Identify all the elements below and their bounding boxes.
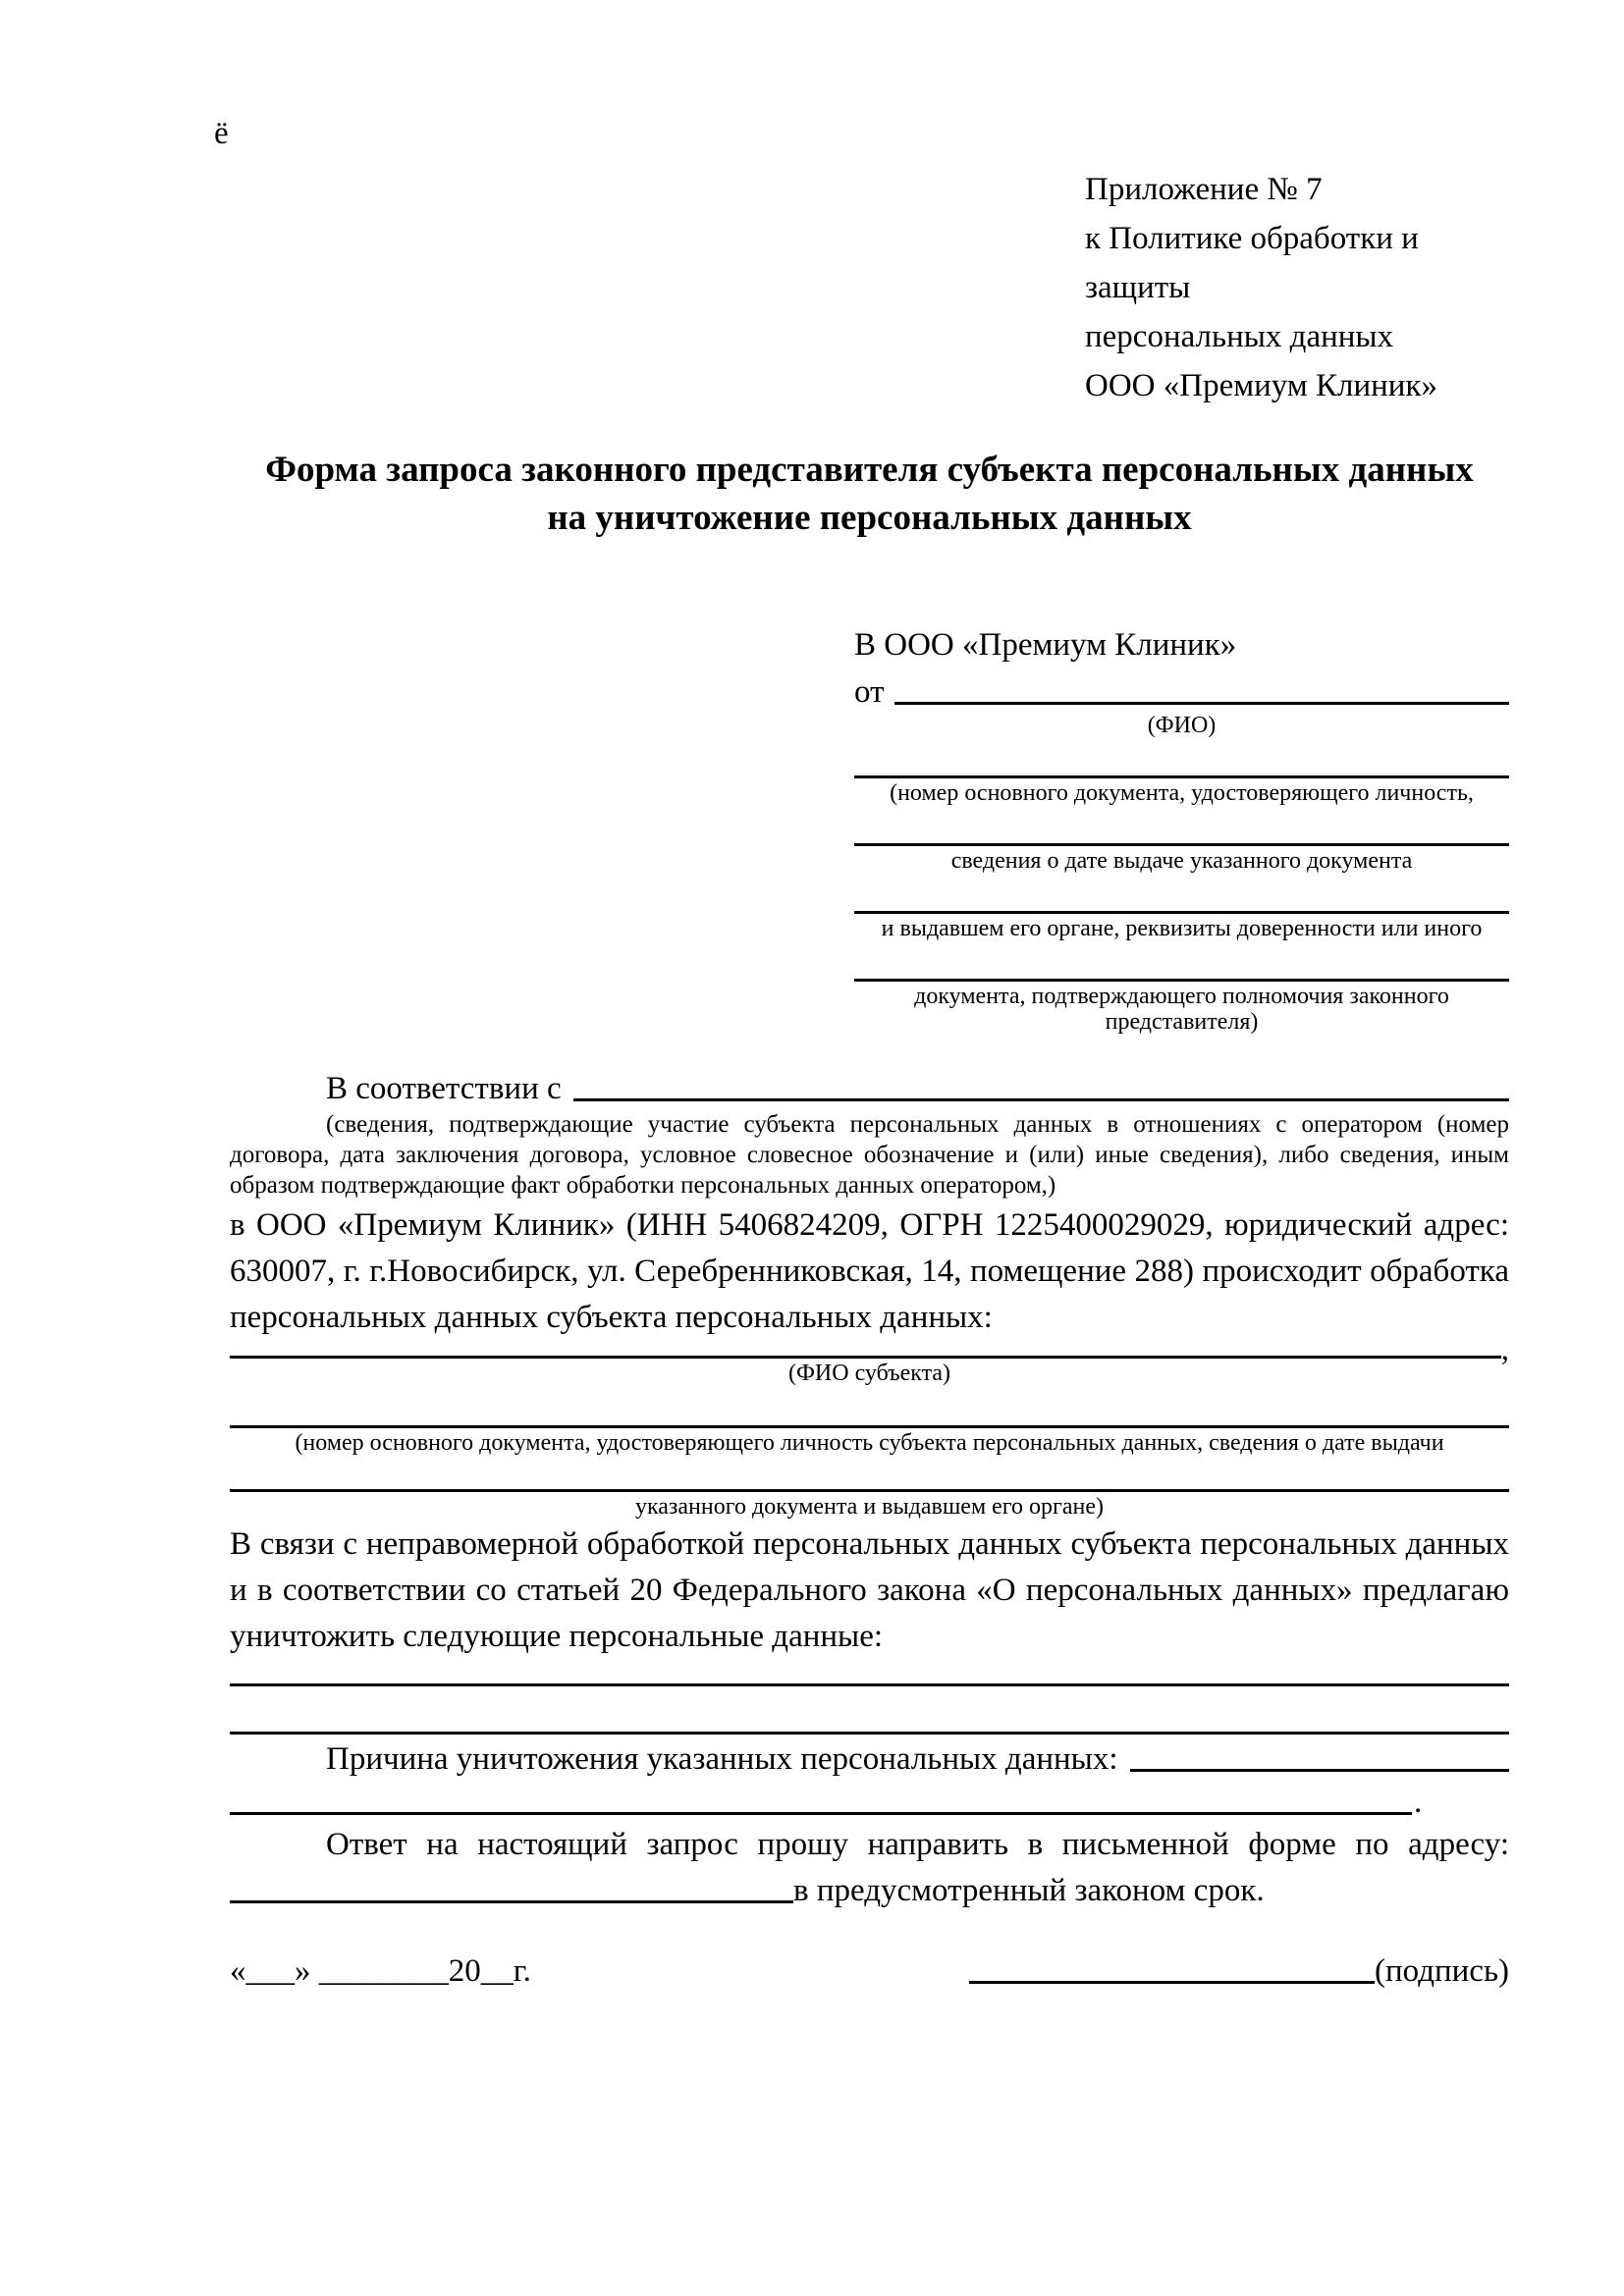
appendix-line-4: ООО «Премиум Клиник» [1085, 368, 1437, 403]
accordance-row [230, 1064, 1509, 1107]
response-tail-text: в предусмотренный законом срок. [793, 1873, 1265, 1908]
from-label: от [854, 674, 885, 710]
accordance-lead: В соответствии с [326, 1071, 562, 1106]
reason-label: Причина уничтожения указанных персональных данных: [326, 1741, 1118, 1777]
reason-fill-line-2[interactable] [230, 1812, 1412, 1815]
subject-fio-suffix: , [1500, 1332, 1509, 1367]
response-address-fill-line[interactable] [230, 1900, 793, 1903]
fio-caption: (ФИО) [1147, 713, 1217, 738]
stray-char: ё [214, 116, 229, 151]
subject-fio-fill-line[interactable] [230, 1356, 1501, 1359]
subject-document-caption-1: (номер основного документа, удостоверяющего личность субъекта персональных данных, сведения о дате выдачи [295, 1430, 1444, 1456]
reason-terminator: . [1414, 1785, 1423, 1820]
representative-fio-fill-line[interactable] [894, 702, 1510, 705]
subject-fio-caption: (ФИО субъекта) [787, 1361, 951, 1386]
representative-document-caption-3: и выдавшем его органе, реквизиты доверенности или иного [881, 916, 1483, 941]
subject-document-fill-line-2[interactable] [230, 1456, 1509, 1492]
addressee-organization: В ООО «Премиум Клиник» [854, 627, 1237, 663]
demand-paragraph: В связи с неправомерной обработкой персональных данных субъекта персональных данных и в соответствии со статьей 20 Федерального закона «О персональных данных» предлагаю уничтожить следующие персональные данные: [230, 1526, 1509, 1654]
signature-right-group [969, 1953, 1509, 1990]
response-request-line: Ответ на настоящий запрос прошу направить в письменной форме по адресу: [326, 1827, 1509, 1862]
representative-document-fill-line-3[interactable] [854, 874, 1509, 914]
operator-paragraph: в ООО «Премиум Клиник» (ИНН 5406824209, ОГРН 1225400029029, юридический адрес: 630007, г. г.Новосибирск, ул. Серебренниковская, 14, помещение 288) происходит обработка персональных данных субъекта персональных данных: [230, 1207, 1509, 1335]
accordance-note: (сведения, подтверждающие участие субъекта персональных данных в отношениях с оператором (номер договора, дата заключения договора, условное словесное обозначение и (или) иные сведения), либо сведения, иным образом подтверждающие факт обработки персональных данных оператором,) [230, 1111, 1509, 1199]
representative-document-caption-1: (номер основного документа, удостоверяющего личность, [890, 780, 1474, 806]
appendix-line-2: к Политике обработки и защиты [1085, 221, 1419, 305]
reason-row [230, 1736, 1509, 1778]
subject-document-fill-line-1[interactable] [230, 1386, 1509, 1428]
document-title [230, 446, 1509, 542]
document-title-line-1: Форма запроса законного представителя субъекта персональных данных [265, 450, 1474, 490]
subject-fio-row [230, 1332, 1509, 1367]
response-address-row [230, 1866, 1509, 1909]
subject-document-caption-2: указанного документа и выдавшем его органе) [634, 1494, 1105, 1520]
appendix-line-3: персональных данных [1085, 319, 1394, 354]
representative-document-caption-2: сведения о дате выдаче указанного документа [950, 848, 1413, 874]
representative-document-fill-line-2[interactable] [854, 806, 1509, 846]
data-to-destroy-fill-line-2[interactable] [230, 1686, 1509, 1735]
representative-document-fill-line-4[interactable] [854, 941, 1509, 982]
appendix-line-1: Приложение № 7 [1085, 172, 1323, 207]
from-row [854, 669, 1509, 711]
addressee-block [854, 620, 1509, 1035]
appendix-header [1085, 165, 1509, 410]
reason-fill-line-1[interactable] [1130, 1769, 1509, 1772]
document-content [230, 0, 1509, 1990]
signature-row [230, 1943, 1509, 1990]
representative-document-caption-4: документа, подтверждающего полномочия законного представителя) [914, 984, 1449, 1035]
accordance-fill-line[interactable] [573, 1098, 1509, 1101]
representative-document-fill-line-1[interactable] [854, 738, 1509, 778]
signature-caption: (подпись) [1375, 1953, 1509, 1989]
data-to-destroy-fill-line-1[interactable] [230, 1660, 1509, 1686]
reason-row-2 [230, 1778, 1509, 1821]
document-title-line-2: на уничтожение персональных данных [547, 498, 1192, 538]
signature-fill-line[interactable] [969, 1981, 1375, 1984]
date-fill-line[interactable]: «___» ________20__г. [230, 1953, 531, 1989]
